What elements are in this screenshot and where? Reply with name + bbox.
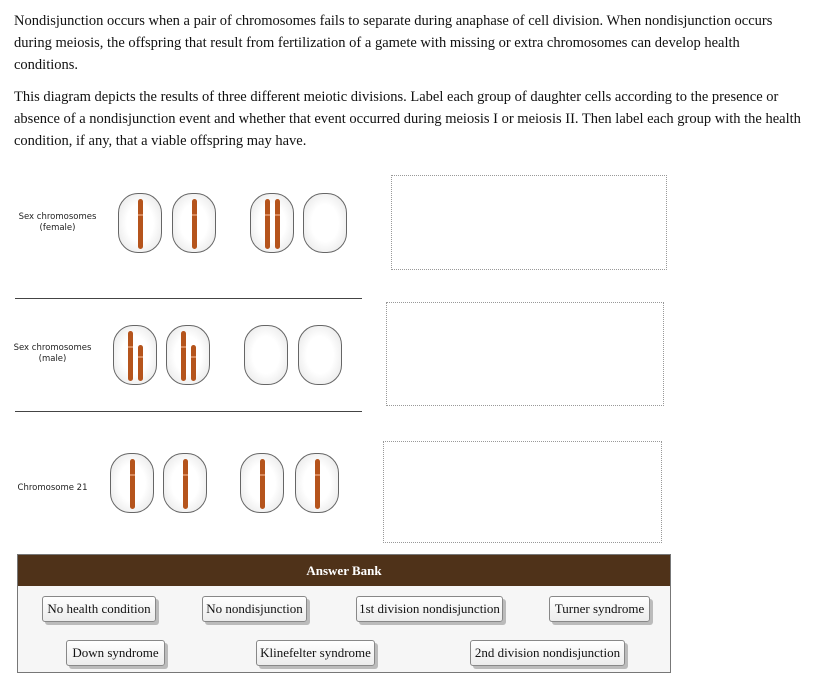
chromosome-long xyxy=(260,459,265,509)
answer-turner-syndrome[interactable]: Turner syndrome xyxy=(549,596,650,622)
answer-bank xyxy=(17,554,671,673)
drop-zone-female[interactable] xyxy=(391,175,667,270)
instructions-text: This diagram depicts the results of three different meiotic divisions. Label each group of daughter cells according to the presence or absence of a nondisjunction event and whether that event occurred during meiosis I or meiosis II. Then label each group with the health condition, if any, that a viable offspring may have. xyxy=(14,89,801,149)
daughter-cell xyxy=(244,325,288,385)
row-label-male xyxy=(10,343,95,365)
answer-no-nondisjunction[interactable]: No nondisjunction xyxy=(202,596,307,622)
label-line: Sex chromosomes xyxy=(18,212,97,222)
label-line: (male) xyxy=(38,354,67,364)
chromosome-long xyxy=(181,331,186,381)
answer-down-syndrome[interactable]: Down syndrome xyxy=(66,640,165,666)
chromosome-long xyxy=(275,199,280,249)
label-line: Chromosome 21 xyxy=(17,483,88,493)
daughter-cell xyxy=(295,453,339,513)
daughter-cell xyxy=(113,325,157,385)
divider xyxy=(15,411,362,412)
daughter-cell xyxy=(110,453,154,513)
row-label-female xyxy=(15,212,100,234)
chromosome-long xyxy=(130,459,135,509)
answer-bank-title: Answer Bank xyxy=(18,555,670,586)
chromosome-short xyxy=(191,345,196,381)
daughter-cell xyxy=(240,453,284,513)
label-line: (female) xyxy=(39,223,76,233)
label-line: Sex chromosomes xyxy=(13,343,92,353)
intro-text: Nondisjunction occurs when a pair of chromosomes fails to separate during anaphase of cell division. When nondisjunction occurs during meiosis, the offspring that result from fertilization of a gamete with missing or extra chromosomes can develop health conditions. xyxy=(14,13,773,73)
daughter-cell xyxy=(118,193,162,253)
daughter-cell xyxy=(298,325,342,385)
chromosome-long xyxy=(138,199,143,249)
drop-zone-chr21[interactable] xyxy=(383,441,662,543)
row-label-chr21 xyxy=(10,483,95,494)
chromosome-long xyxy=(128,331,133,381)
chromosome-short xyxy=(138,345,143,381)
daughter-cell xyxy=(166,325,210,385)
answer-2nd-division-nondisjunction[interactable]: 2nd division nondisjunction xyxy=(470,640,625,666)
daughter-cell xyxy=(172,193,216,253)
answer-no-health-condition[interactable]: No health condition xyxy=(42,596,156,622)
answer-klinefelter-syndrome[interactable]: Klinefelter syndrome xyxy=(256,640,375,666)
chromosome-long xyxy=(315,459,320,509)
daughter-cell xyxy=(250,193,294,253)
chromosome-long xyxy=(192,199,197,249)
chromosome-long xyxy=(265,199,270,249)
chromosome-long xyxy=(183,459,188,509)
answer-1st-division-nondisjunction[interactable]: 1st division nondisjunction xyxy=(356,596,503,622)
drop-zone-male[interactable] xyxy=(386,302,664,406)
divider xyxy=(15,298,362,299)
daughter-cell xyxy=(163,453,207,513)
daughter-cell xyxy=(303,193,347,253)
